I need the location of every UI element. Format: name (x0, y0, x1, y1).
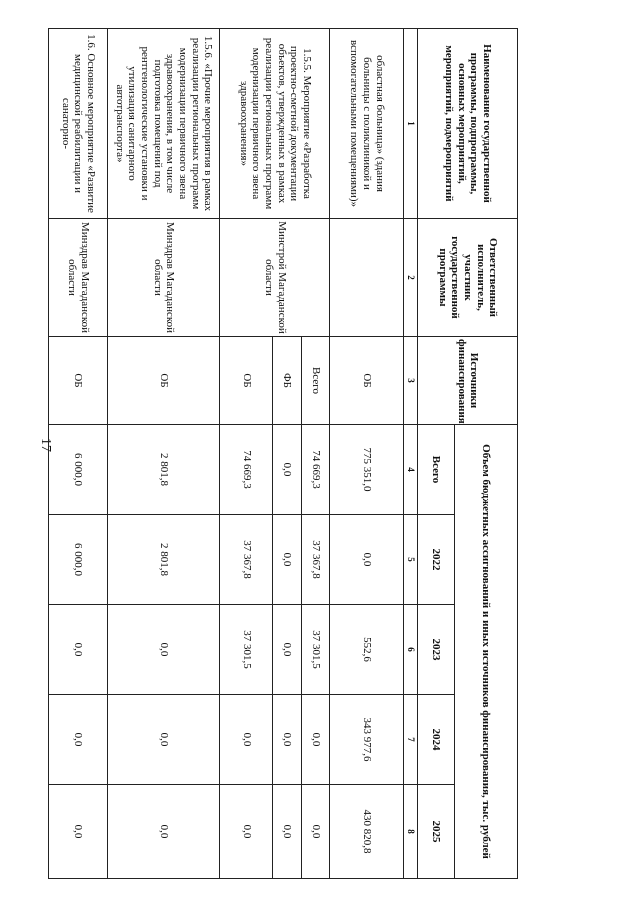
program-name: 1.5.6. «Прочие мероприятия в рамках реализации региональных программ модернизации первичного звена здравоохранения, в том числе подготовка помещений под рентгенологические установки и утилизация санитарного автотранспорта» (108, 28, 220, 218)
value-2025: 0,0 (273, 784, 302, 878)
header-row-group (454, 28, 517, 878)
executor: Минстрой Магаданской области (220, 218, 330, 336)
value-total: 6 000,0 (49, 424, 108, 514)
header-year: 2023 (418, 604, 455, 694)
program-name: областная больница» (здания больницы с поликлиникой и вспомогательными помещениями)» (330, 28, 403, 218)
value-2023: 0,0 (273, 604, 302, 694)
column-number: 1 (403, 28, 417, 218)
table-row (49, 28, 108, 878)
value-2025: 0,0 (49, 784, 108, 878)
value-2023: 0,0 (49, 604, 108, 694)
value-2022: 2 801,8 (108, 514, 220, 604)
column-number: 5 (403, 514, 417, 604)
funding-source: ОБ (220, 336, 273, 424)
budget-table (48, 28, 518, 879)
program-name: 1.5.5. Мероприятие «Разработка проектно-сметной документации объектов, утвержденных в рамках реализации региональных программ модернизации первичного звена здравоохранения» (220, 28, 330, 218)
funding-source: ФБ (273, 336, 302, 424)
table-row (108, 28, 220, 878)
header-year: 2025 (418, 784, 455, 878)
value-2022: 37 367,8 (301, 514, 330, 604)
value-2023: 0,0 (108, 604, 220, 694)
header-executor: Ответственный исполнитель, участник государственной программы (418, 218, 518, 336)
value-2022: 37 367,8 (220, 514, 273, 604)
column-number: 3 (403, 336, 417, 424)
column-number: 7 (403, 694, 417, 784)
value-2022: 0,0 (330, 514, 403, 604)
value-total: 74 669,3 (220, 424, 273, 514)
funding-source: ОБ (330, 336, 403, 424)
column-number: 4 (403, 424, 417, 514)
column-number: 2 (403, 218, 417, 336)
value-2025: 0,0 (301, 784, 330, 878)
value-2024: 343 977,6 (330, 694, 403, 784)
executor (330, 218, 403, 336)
column-number: 6 (403, 604, 417, 694)
value-2025: 0,0 (220, 784, 273, 878)
funding-source: Всего (301, 336, 330, 424)
value-2024: 0,0 (301, 694, 330, 784)
table-row (330, 28, 403, 878)
value-2023: 552,6 (330, 604, 403, 694)
page-number: 17 (38, 438, 53, 452)
column-number: 8 (403, 784, 417, 878)
value-total: 0,0 (273, 424, 302, 514)
value-2024: 0,0 (49, 694, 108, 784)
value-2024: 0,0 (220, 694, 273, 784)
funding-source: ОБ (108, 336, 220, 424)
value-2022: 6 000,0 (49, 514, 108, 604)
value-2025: 0,0 (108, 784, 220, 878)
header-year: 2024 (418, 694, 455, 784)
header-year: 2022 (418, 514, 455, 604)
table-row (301, 28, 330, 878)
program-name: 1.6. Основное мероприятие «Развитие медицинской реабилитации и санаторно- (49, 28, 108, 218)
value-2023: 37 301,5 (220, 604, 273, 694)
header-total: Всего (418, 424, 455, 514)
header-funding-group: Объем бюджетных ассигнований и иных источников финансирования, тыс. рублей (454, 424, 517, 878)
header-source: Источники финансирования (418, 336, 518, 424)
value-2022: 0,0 (273, 514, 302, 604)
executor: Минздрав Магаданской области (49, 218, 108, 336)
budget-table-rotated (48, 28, 518, 878)
header-name: Наименование государственной программы, подпрограммы, основных мероприятий, мероприятий, подмероприятий (418, 28, 518, 218)
value-total: 74 669,3 (301, 424, 330, 514)
value-total: 775 351,0 (330, 424, 403, 514)
value-2025: 430 820,8 (330, 784, 403, 878)
value-2024: 0,0 (273, 694, 302, 784)
value-2023: 37 301,5 (301, 604, 330, 694)
header-row-numbers (403, 28, 417, 878)
value-total: 2 801,8 (108, 424, 220, 514)
executor: Минздрав Магаданской области (108, 218, 220, 336)
value-2024: 0,0 (108, 694, 220, 784)
funding-source: ОБ (49, 336, 108, 424)
